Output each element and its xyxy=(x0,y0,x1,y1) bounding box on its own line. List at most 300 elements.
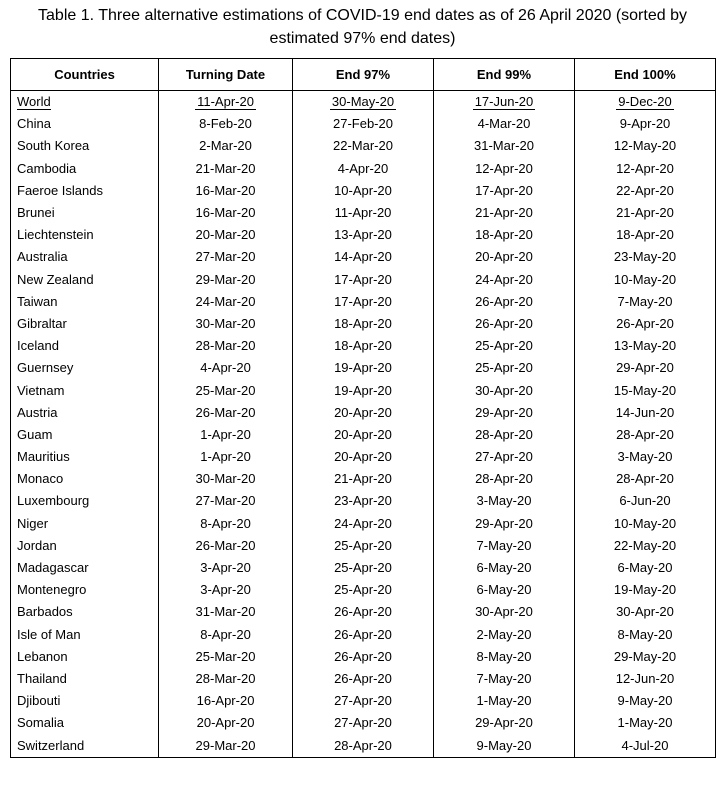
end-99-cell xyxy=(433,668,574,690)
end-99-cell xyxy=(433,158,574,180)
end-100-cell xyxy=(574,690,715,712)
table-row xyxy=(11,379,716,401)
end-97-cell xyxy=(292,379,433,401)
table-header xyxy=(11,59,716,91)
end-99-cell xyxy=(433,202,574,224)
turning-date-cell xyxy=(159,246,293,268)
cell-text: 19-Apr-20 xyxy=(334,360,392,376)
end-100-cell xyxy=(574,535,715,557)
cell-text: Somalia xyxy=(17,715,64,731)
cell-text: China xyxy=(17,116,51,132)
cell-text: South Korea xyxy=(17,138,90,154)
header-countries: Countries xyxy=(11,59,159,91)
end-99-cell xyxy=(433,601,574,623)
country-cell xyxy=(11,335,159,357)
cell-text: 25-Apr-20 xyxy=(475,338,533,354)
cell-text: 26-Apr-20 xyxy=(475,315,533,331)
country-cell xyxy=(11,490,159,512)
turning-date-cell xyxy=(159,646,293,668)
table-row xyxy=(11,335,716,357)
table-row xyxy=(11,313,716,335)
end-97-cell xyxy=(292,269,433,291)
cell-text: Lebanon xyxy=(17,648,68,664)
country-cell xyxy=(11,535,159,557)
cell-text: 6-May-20 xyxy=(476,582,532,598)
country-cell xyxy=(11,668,159,690)
end-100-cell xyxy=(574,446,715,468)
end-97-cell xyxy=(292,490,433,512)
header-row xyxy=(11,59,716,91)
end-99-cell xyxy=(433,490,574,512)
table-row xyxy=(11,135,716,157)
end-97-cell xyxy=(292,468,433,490)
cell-text: 27-Feb-20 xyxy=(332,116,393,132)
cell-text: 28-Apr-20 xyxy=(616,426,674,442)
cell-text: 26-Apr-20 xyxy=(334,604,392,620)
end-97-cell xyxy=(292,646,433,668)
end-100-cell xyxy=(574,579,715,601)
table-row xyxy=(11,446,716,468)
cell-text: Liechtenstein xyxy=(17,227,94,243)
cell-text: 30-May-20 xyxy=(331,94,395,110)
turning-date-cell xyxy=(159,91,293,114)
country-cell xyxy=(11,91,159,114)
cell-text: 18-Apr-20 xyxy=(616,227,674,243)
cell-text: 27-Mar-20 xyxy=(195,493,256,509)
cell-text: Isle of Man xyxy=(17,626,81,642)
cell-text: Cambodia xyxy=(17,160,77,176)
end-100-cell xyxy=(574,712,715,734)
country-cell xyxy=(11,712,159,734)
cell-text: 27-Apr-20 xyxy=(475,449,533,465)
cell-text: 18-Apr-20 xyxy=(334,338,392,354)
turning-date-cell xyxy=(159,180,293,202)
table-row xyxy=(11,224,716,246)
cell-text: 30-Mar-20 xyxy=(195,315,256,331)
cell-text: 25-Apr-20 xyxy=(334,560,392,576)
turning-date-cell xyxy=(159,158,293,180)
turning-date-cell xyxy=(159,135,293,157)
end-100-cell xyxy=(574,313,715,335)
cell-text: 25-Apr-20 xyxy=(334,582,392,598)
turning-date-cell xyxy=(159,291,293,313)
cell-text: 20-Apr-20 xyxy=(475,249,533,265)
end-97-cell xyxy=(292,712,433,734)
cell-text: 28-Mar-20 xyxy=(195,670,256,686)
cell-text: 2-May-20 xyxy=(476,626,532,642)
end-99-cell xyxy=(433,513,574,535)
header-end-100: End 100% xyxy=(574,59,715,91)
cell-text: 4-Apr-20 xyxy=(200,360,251,376)
end-97-cell xyxy=(292,579,433,601)
turning-date-cell xyxy=(159,269,293,291)
table-row xyxy=(11,357,716,379)
cell-text: 11-Apr-20 xyxy=(334,205,392,221)
end-99-cell xyxy=(433,180,574,202)
cell-text: 28-Apr-20 xyxy=(475,426,533,442)
end-97-cell xyxy=(292,624,433,646)
country-cell xyxy=(11,291,159,313)
cell-text: 29-Apr-20 xyxy=(475,715,533,731)
cell-text: 8-May-20 xyxy=(617,626,673,642)
turning-date-cell xyxy=(159,535,293,557)
cell-text: 23-Apr-20 xyxy=(334,493,392,509)
cell-text: 6-May-20 xyxy=(617,560,673,576)
table-row xyxy=(11,557,716,579)
cell-text: 18-Apr-20 xyxy=(334,315,392,331)
table-row xyxy=(11,624,716,646)
cell-text: 21-Apr-20 xyxy=(334,471,392,487)
end-100-cell xyxy=(574,624,715,646)
cell-text: Luxembourg xyxy=(17,493,90,509)
end-97-cell xyxy=(292,402,433,424)
cell-text: 29-Apr-20 xyxy=(475,404,533,420)
table-row xyxy=(11,91,716,114)
cell-text: Madagascar xyxy=(17,560,89,576)
cell-text: 22-May-20 xyxy=(613,537,677,553)
cell-text: Niger xyxy=(17,515,49,531)
turning-date-cell xyxy=(159,313,293,335)
cell-text: 14-Jun-20 xyxy=(615,404,675,420)
country-cell xyxy=(11,624,159,646)
end-99-cell xyxy=(433,135,574,157)
cell-text: 19-Apr-20 xyxy=(334,382,392,398)
cell-text: Vietnam xyxy=(17,382,65,398)
cell-text: 15-May-20 xyxy=(613,382,677,398)
cell-text: 26-Apr-20 xyxy=(334,670,392,686)
table-row xyxy=(11,601,716,623)
turning-date-cell xyxy=(159,513,293,535)
cell-text: 25-Mar-20 xyxy=(195,648,256,664)
turning-date-cell xyxy=(159,624,293,646)
end-99-cell xyxy=(433,379,574,401)
end-99-cell xyxy=(433,269,574,291)
cell-text: 10-Apr-20 xyxy=(334,182,392,198)
cell-text: 4-Mar-20 xyxy=(477,116,531,132)
end-99-cell xyxy=(433,624,574,646)
end-99-cell xyxy=(433,246,574,268)
end-100-cell xyxy=(574,158,715,180)
cell-text: 30-Apr-20 xyxy=(475,382,533,398)
country-cell xyxy=(11,202,159,224)
table-row xyxy=(11,269,716,291)
cell-text: Faeroe Islands xyxy=(17,182,103,198)
cell-text: 24-Apr-20 xyxy=(475,271,533,287)
table-caption xyxy=(0,4,725,50)
turning-date-cell xyxy=(159,335,293,357)
cell-text: Australia xyxy=(17,249,68,265)
caption-line-1: Table 1. Three alternative estimations of COVID-19 end dates as of 26 April 2020 (sorted by xyxy=(38,7,687,24)
cell-text: 8-Feb-20 xyxy=(199,116,252,132)
end-99-cell xyxy=(433,690,574,712)
cell-text: 29-Apr-20 xyxy=(475,515,533,531)
turning-date-cell xyxy=(159,424,293,446)
end-100-cell xyxy=(574,379,715,401)
cell-text: 17-Apr-20 xyxy=(334,271,392,287)
cell-text: 9-May-20 xyxy=(476,737,532,753)
end-100-cell xyxy=(574,402,715,424)
cell-text: 26-Mar-20 xyxy=(195,404,256,420)
cell-text: Gibraltar xyxy=(17,315,67,331)
turning-date-cell xyxy=(159,601,293,623)
cell-text: 26-Apr-20 xyxy=(334,626,392,642)
cell-text: 24-Mar-20 xyxy=(195,293,256,309)
cell-text: 3-May-20 xyxy=(476,493,532,509)
cell-text: 20-Apr-20 xyxy=(334,449,392,465)
cell-text: 27-Apr-20 xyxy=(334,693,392,709)
turning-date-cell xyxy=(159,379,293,401)
cell-text: 25-Apr-20 xyxy=(334,537,392,553)
country-cell xyxy=(11,135,159,157)
table-row xyxy=(11,712,716,734)
cell-text: 30-Apr-20 xyxy=(616,604,674,620)
table-row xyxy=(11,646,716,668)
cell-text: 20-Apr-20 xyxy=(334,404,392,420)
cell-text: 10-May-20 xyxy=(613,515,677,531)
table-row xyxy=(11,513,716,535)
cell-text: 22-Mar-20 xyxy=(333,138,393,154)
end-99-cell xyxy=(433,224,574,246)
end-97-cell xyxy=(292,135,433,157)
cell-text: 3-Apr-20 xyxy=(200,582,251,598)
end-97-cell xyxy=(292,113,433,135)
country-cell xyxy=(11,513,159,535)
table-row xyxy=(11,113,716,135)
end-97-cell xyxy=(292,535,433,557)
country-cell xyxy=(11,379,159,401)
cell-text: Jordan xyxy=(17,537,57,553)
end-99-cell xyxy=(433,313,574,335)
cell-text: Monaco xyxy=(17,471,64,487)
cell-text: 13-Apr-20 xyxy=(334,227,392,243)
cell-text: 29-Mar-20 xyxy=(195,271,256,287)
cell-text: 18-Apr-20 xyxy=(475,227,533,243)
cell-text: 31-Mar-20 xyxy=(474,138,534,154)
cell-text: Montenegro xyxy=(17,582,87,598)
cell-text: Guam xyxy=(17,426,53,442)
end-99-cell xyxy=(433,446,574,468)
end-100-cell xyxy=(574,91,715,114)
cell-text: Mauritius xyxy=(17,449,70,465)
end-99-cell xyxy=(433,646,574,668)
turning-date-cell xyxy=(159,113,293,135)
cell-text: 1-May-20 xyxy=(617,715,673,731)
end-99-cell xyxy=(433,335,574,357)
cell-text: 9-May-20 xyxy=(617,693,673,709)
caption-line-2: estimated 97% end dates) xyxy=(269,30,456,47)
end-99-cell xyxy=(433,357,574,379)
header-end-99: End 99% xyxy=(433,59,574,91)
cell-text: 20-Mar-20 xyxy=(195,227,256,243)
cell-text: 1-Apr-20 xyxy=(200,449,251,465)
header-turning-date: Turning Date xyxy=(159,59,293,91)
end-97-cell xyxy=(292,557,433,579)
cell-text: 26-Apr-20 xyxy=(616,315,674,331)
cell-text: Taiwan xyxy=(17,293,58,309)
end-100-cell xyxy=(574,291,715,313)
end-97-cell xyxy=(292,180,433,202)
cell-text: Barbados xyxy=(17,604,73,620)
cell-text: 8-Apr-20 xyxy=(200,515,251,531)
cell-text: 30-Mar-20 xyxy=(195,471,256,487)
table-row xyxy=(11,535,716,557)
cell-text: Austria xyxy=(17,404,58,420)
cell-text: 27-Mar-20 xyxy=(195,249,256,265)
cell-text: 4-Jul-20 xyxy=(621,737,669,753)
country-cell xyxy=(11,646,159,668)
country-cell xyxy=(11,579,159,601)
country-cell xyxy=(11,734,159,757)
cell-text: 16-Apr-20 xyxy=(196,693,255,709)
cell-text: 10-May-20 xyxy=(613,271,677,287)
cell-text: 7-May-20 xyxy=(476,670,532,686)
turning-date-cell xyxy=(159,490,293,512)
cell-text: 17-Apr-20 xyxy=(334,293,392,309)
turning-date-cell xyxy=(159,402,293,424)
end-97-cell xyxy=(292,291,433,313)
table-row xyxy=(11,734,716,757)
cell-text: 25-Mar-20 xyxy=(195,382,256,398)
cell-text: 12-Jun-20 xyxy=(615,670,675,686)
end-97-cell xyxy=(292,424,433,446)
cell-text: 17-Jun-20 xyxy=(474,94,534,110)
table-row xyxy=(11,490,716,512)
country-cell xyxy=(11,158,159,180)
cell-text: 12-May-20 xyxy=(613,138,677,154)
cell-text: 17-Apr-20 xyxy=(475,182,533,198)
cell-text: 8-May-20 xyxy=(476,648,532,664)
cell-text: 29-Apr-20 xyxy=(616,360,674,376)
country-cell xyxy=(11,468,159,490)
turning-date-cell xyxy=(159,224,293,246)
turning-date-cell xyxy=(159,579,293,601)
cell-text: 21-Apr-20 xyxy=(475,205,533,221)
end-97-cell xyxy=(292,513,433,535)
table-row xyxy=(11,291,716,313)
end-100-cell xyxy=(574,335,715,357)
end-100-cell xyxy=(574,468,715,490)
end-99-cell xyxy=(433,468,574,490)
end-99-cell xyxy=(433,734,574,757)
cell-text: World xyxy=(17,94,51,110)
cell-text: 20-Apr-20 xyxy=(334,426,392,442)
cell-text: 28-Apr-20 xyxy=(475,471,533,487)
table-row xyxy=(11,202,716,224)
table-row xyxy=(11,246,716,268)
end-100-cell xyxy=(574,668,715,690)
country-cell xyxy=(11,113,159,135)
cell-text: 27-Apr-20 xyxy=(334,715,392,731)
cell-text: Djibouti xyxy=(17,693,61,709)
cell-text: 6-May-20 xyxy=(476,560,532,576)
cell-text: 26-Apr-20 xyxy=(334,648,392,664)
covid-end-dates-table xyxy=(10,58,716,758)
end-97-cell xyxy=(292,202,433,224)
cell-text: 24-Apr-20 xyxy=(334,515,392,531)
end-100-cell xyxy=(574,424,715,446)
cell-text: 14-Apr-20 xyxy=(334,249,392,265)
end-100-cell xyxy=(574,646,715,668)
cell-text: 29-Mar-20 xyxy=(195,737,256,753)
cell-text: 21-Apr-20 xyxy=(616,205,674,221)
country-cell xyxy=(11,402,159,424)
cell-text: 16-Mar-20 xyxy=(195,182,256,198)
turning-date-cell xyxy=(159,668,293,690)
table-row xyxy=(11,468,716,490)
country-cell xyxy=(11,224,159,246)
end-100-cell xyxy=(574,357,715,379)
country-cell xyxy=(11,246,159,268)
turning-date-cell xyxy=(159,202,293,224)
end-99-cell xyxy=(433,557,574,579)
cell-text: 28-Mar-20 xyxy=(195,338,256,354)
cell-text: 29-May-20 xyxy=(613,648,677,664)
cell-text: 3-May-20 xyxy=(617,449,673,465)
turning-date-cell xyxy=(159,468,293,490)
end-97-cell xyxy=(292,357,433,379)
end-97-cell xyxy=(292,446,433,468)
end-97-cell xyxy=(292,734,433,757)
cell-text: 20-Apr-20 xyxy=(196,715,255,731)
cell-text: 6-Jun-20 xyxy=(619,493,671,509)
table-body xyxy=(11,91,716,758)
cell-text: 26-Mar-20 xyxy=(195,537,256,553)
cell-text: 9-Dec-20 xyxy=(618,94,672,110)
cell-text: 7-May-20 xyxy=(476,537,532,553)
cell-text: Iceland xyxy=(17,338,59,354)
cell-text: 3-Apr-20 xyxy=(200,560,251,576)
end-97-cell xyxy=(292,313,433,335)
country-cell xyxy=(11,557,159,579)
cell-text: 9-Apr-20 xyxy=(619,116,671,132)
cell-text: 1-May-20 xyxy=(476,693,532,709)
end-100-cell xyxy=(574,224,715,246)
end-99-cell xyxy=(433,712,574,734)
end-97-cell xyxy=(292,601,433,623)
cell-text: 28-Apr-20 xyxy=(616,471,674,487)
end-97-cell xyxy=(292,158,433,180)
cell-text: 2-Mar-20 xyxy=(199,138,252,154)
end-99-cell xyxy=(433,113,574,135)
cell-text: 7-May-20 xyxy=(617,293,673,309)
cell-text: Switzerland xyxy=(17,737,85,753)
cell-text: 11-Apr-20 xyxy=(197,94,254,110)
end-99-cell xyxy=(433,402,574,424)
country-cell xyxy=(11,357,159,379)
country-cell xyxy=(11,690,159,712)
end-100-cell xyxy=(574,734,715,757)
table-row xyxy=(11,424,716,446)
turning-date-cell xyxy=(159,357,293,379)
country-cell xyxy=(11,269,159,291)
end-99-cell xyxy=(433,91,574,114)
end-100-cell xyxy=(574,601,715,623)
cell-text: 25-Apr-20 xyxy=(475,360,533,376)
cell-text: 1-Apr-20 xyxy=(200,426,251,442)
header-end-97: End 97% xyxy=(292,59,433,91)
turning-date-cell xyxy=(159,557,293,579)
table-row xyxy=(11,402,716,424)
end-97-cell xyxy=(292,91,433,114)
end-99-cell xyxy=(433,535,574,557)
cell-text: 23-May-20 xyxy=(613,249,677,265)
cell-text: Thailand xyxy=(17,670,67,686)
turning-date-cell xyxy=(159,446,293,468)
country-cell xyxy=(11,446,159,468)
country-cell xyxy=(11,424,159,446)
country-cell xyxy=(11,601,159,623)
end-99-cell xyxy=(433,579,574,601)
